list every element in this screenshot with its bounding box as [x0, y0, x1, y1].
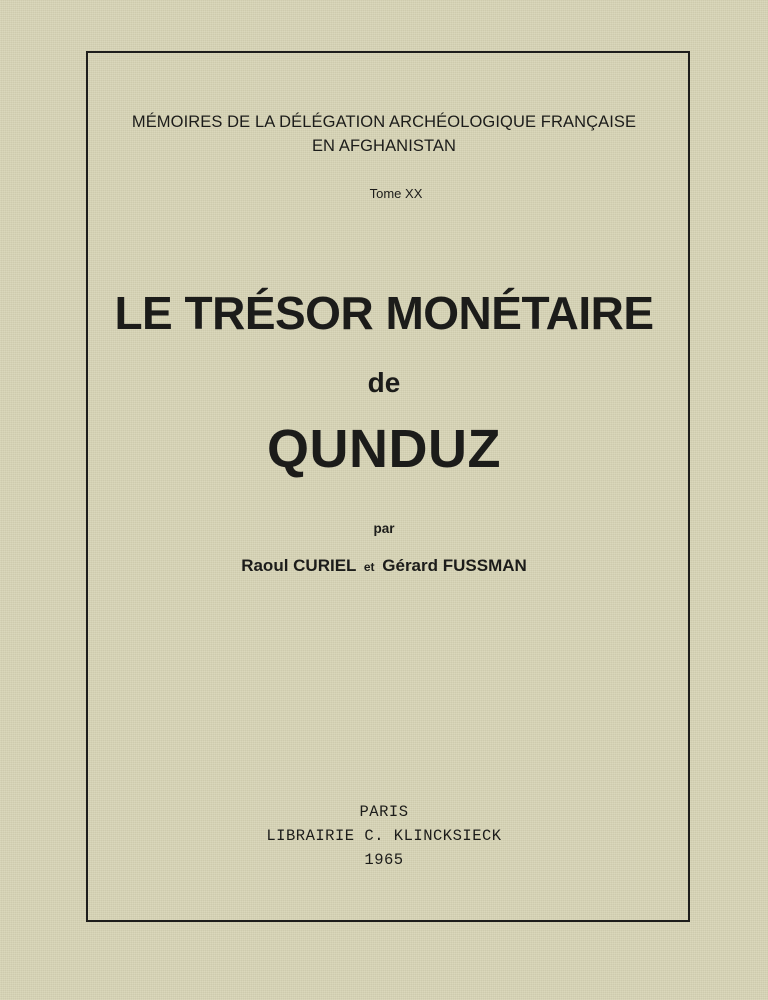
author-joiner: et [363, 560, 375, 574]
cover-border-frame [86, 51, 690, 922]
imprint [0, 800, 768, 872]
book-title-place: QUNDUZ [267, 419, 501, 479]
author-1: Raoul CURIEL [241, 556, 357, 575]
by-label: par [373, 521, 395, 536]
series-title [0, 110, 768, 158]
imprint-year: 1965 [364, 851, 404, 869]
series-title-line-2: EN AFGHANISTAN [311, 137, 457, 155]
imprint-publisher: LIBRAIRIE C. KLINCKSIECK [266, 827, 502, 845]
series-title-line-1: MÉMOIRES DE LA DÉLÉGATION ARCHÉOLOGIQUE FRANÇAISE [131, 113, 637, 131]
imprint-city: PARIS [359, 803, 409, 821]
author-2: Gérard FUSSMAN [382, 556, 527, 575]
authors-line [0, 556, 768, 576]
volume-number: Tome XX [369, 186, 423, 201]
book-title: LE TRÉSOR MONÉTAIRE [114, 287, 654, 339]
title-connector: de [367, 367, 401, 398]
